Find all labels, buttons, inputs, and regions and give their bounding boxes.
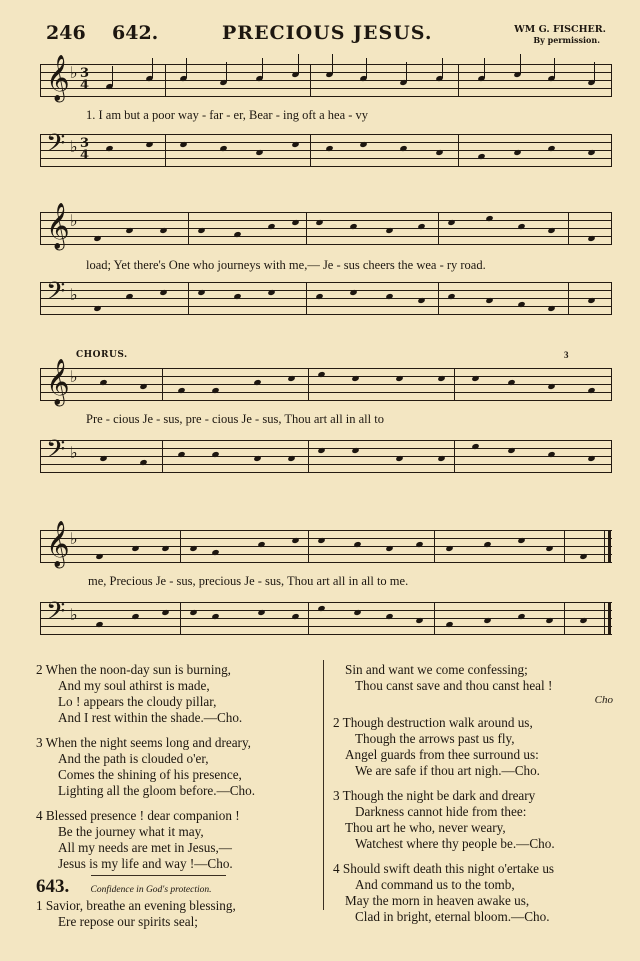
verses-left-column [36, 662, 255, 930]
hymn-643-subtitle: Confidence in God's protection. [90, 885, 212, 895]
triplet-mark: 3 [564, 350, 569, 360]
hymn-643-verse-1: 1 Savior, breathe an evening blessing, Ere repose our spirits seal; [36, 898, 236, 929]
separator-rule [91, 875, 226, 876]
music-system-2 [40, 203, 612, 326]
bass-clef-icon: 𝄢 [46, 277, 66, 312]
verses-right-column [333, 662, 613, 925]
bass-clef-icon: 𝄢 [46, 597, 66, 632]
flat-icon: ♭ [70, 137, 78, 156]
music-system-3 [40, 350, 612, 484]
hymn-643-number: 643. [36, 876, 70, 897]
chorus-label: CHORUS. [76, 350, 128, 360]
flat-icon: ♭ [70, 367, 78, 386]
bass-clef-icon: 𝄢 [46, 435, 66, 470]
hymn-643-verse-3: 3 Though the night be dark and dreary Darkness cannot hide from thee: Thou art he who, never weary, Watchest where thy people be.—Cho. [333, 788, 555, 851]
verse-4: 4 Blessed presence ! dear companion ! Be the journey what it may, All my needs are met in Jesus,— Jesus is my life and way !—Cho. [36, 808, 240, 871]
hymn-643-verse-4: 4 Should swift death this night o'ertake us And command us to the tomb, May the morn in heaven awake us, Clad in bright, eternal bloom.—Cho. [333, 861, 555, 924]
music-system-4 [40, 521, 612, 646]
bass-staff [40, 435, 612, 472]
treble-clef-icon: 𝄞 [46, 55, 70, 101]
bass-staff [40, 597, 612, 634]
treble-staff [40, 359, 612, 405]
treble-clef-icon: 𝄞 [46, 359, 70, 405]
music-system-1 [40, 55, 612, 178]
lyric-line-2: load; Yet there's One who journeys with me,— Je - sus cheers the wea - ry road. [86, 258, 486, 272]
treble-clef-icon: 𝄞 [46, 521, 70, 567]
flat-icon: ♭ [70, 285, 78, 304]
flat-icon: ♭ [70, 63, 78, 82]
flat-icon: ♭ [70, 529, 78, 548]
hymn-643-heading [36, 876, 255, 898]
treble-clef-icon: 𝄞 [46, 203, 70, 249]
treble-staff [40, 203, 612, 249]
hymn-643-verse-1-cont: Sin and want we come confessing; Thou canst save and thou canst heal ! Cho [345, 662, 613, 706]
flat-icon: ♭ [70, 211, 78, 230]
bass-staff [40, 277, 612, 314]
treble-staff [40, 55, 612, 101]
treble-staff [40, 521, 612, 567]
bass-clef-icon: 𝄢 [46, 129, 66, 164]
verse-3: 3 When the night seems long and dreary, And the path is clouded o'er, Comes the shining of his presence, Lighting all the gloom before.—Cho. [36, 735, 256, 798]
flat-icon: ♭ [70, 605, 78, 624]
composer-credit: WM G. FISCHER. [514, 24, 606, 35]
flat-icon: ♭ [70, 443, 78, 462]
page-number: 246 [46, 22, 86, 44]
permission-note: By permission. [533, 35, 600, 45]
verse-2: 2 When the noon-day sun is burning, And my soul athirst is made, Lo ! appears the cloudy pillar, And I rest within the shade.—Cho. [36, 662, 243, 725]
column-divider [323, 660, 324, 910]
bass-staff [40, 129, 612, 166]
time-signature-icon: 3 4 [80, 66, 90, 93]
lyric-line-3: Pre - cious Je - sus, pre - cious Je - sus, Thou art all in all to [86, 412, 384, 426]
hymn-number: 642. [112, 22, 159, 44]
hymn-643-verse-2: 2 Though destruction walk around us, Though the arrows past us fly, Angel guards from thee surround us: We are safe if thou art nigh.—Cho. [333, 715, 540, 778]
time-signature-icon: 3 4 [80, 136, 90, 163]
lyric-line-1: 1. I am but a poor way - far - er, Bear - ing oft a hea - vy [86, 108, 369, 122]
hymn-title: PRECIOUS JESUS. [222, 22, 433, 44]
lyric-line-4: me, Precious Je - sus, precious Je - sus, Thou art all in all to me. [88, 574, 409, 588]
